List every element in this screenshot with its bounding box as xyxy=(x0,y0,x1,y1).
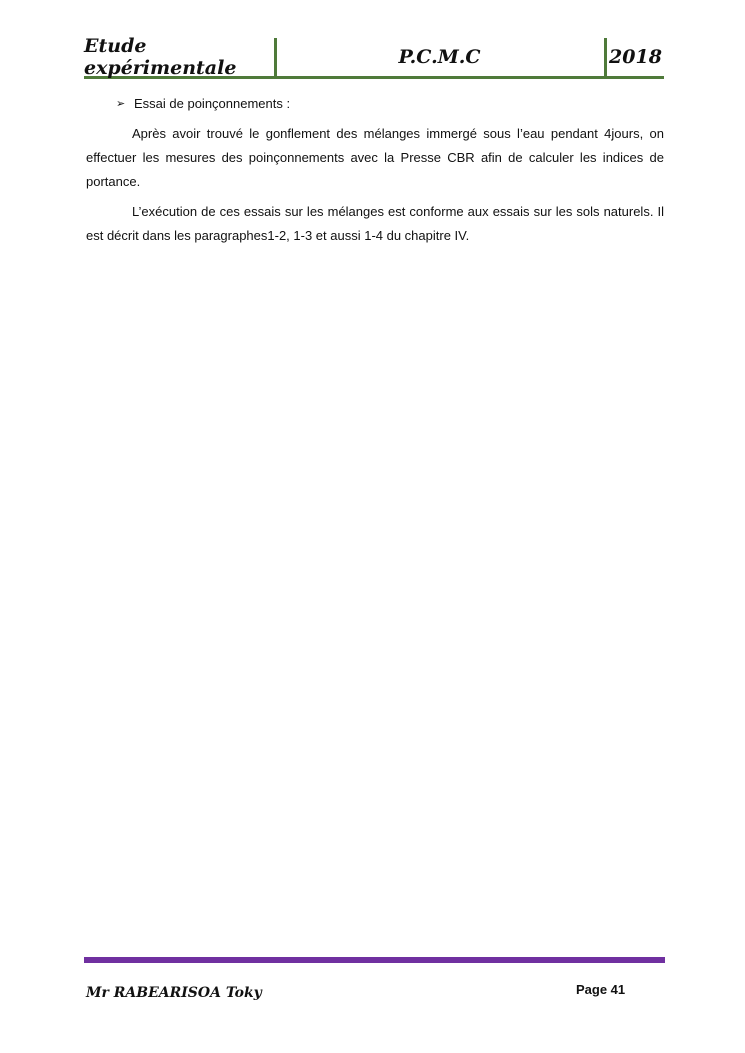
paragraph: Après avoir trouvé le gonflement des mélanges immergé sous l’eau pendant 4jours, on effectuer les mesures des poinçonnements avec la Presse CBR afin de calculer les indices de portance. xyxy=(86,126,664,189)
page-number: Page 41 xyxy=(576,982,626,997)
paragraph: L’exécution de ces essais sur les mélanges est conforme aux essais sur les sols naturels. Il est décrit dans les paragraphes1-2, 1-3 et aussi 1-4 du chapitre IV. xyxy=(86,204,664,243)
bullet-text: Essai de poinçonnements : xyxy=(134,96,291,111)
arrow-bullet-icon: ➢ xyxy=(116,98,126,110)
page-header xyxy=(84,35,664,79)
page-body xyxy=(86,92,664,254)
bullet-item xyxy=(86,92,664,116)
footer-author: Mr RABEARISOA Toky xyxy=(86,985,262,1001)
header-center-title: P.C.M.C xyxy=(398,46,481,68)
footer-rule xyxy=(84,957,665,963)
header-section-title: Etude expérimentale xyxy=(84,35,237,79)
header-year: 2018 xyxy=(609,46,662,68)
